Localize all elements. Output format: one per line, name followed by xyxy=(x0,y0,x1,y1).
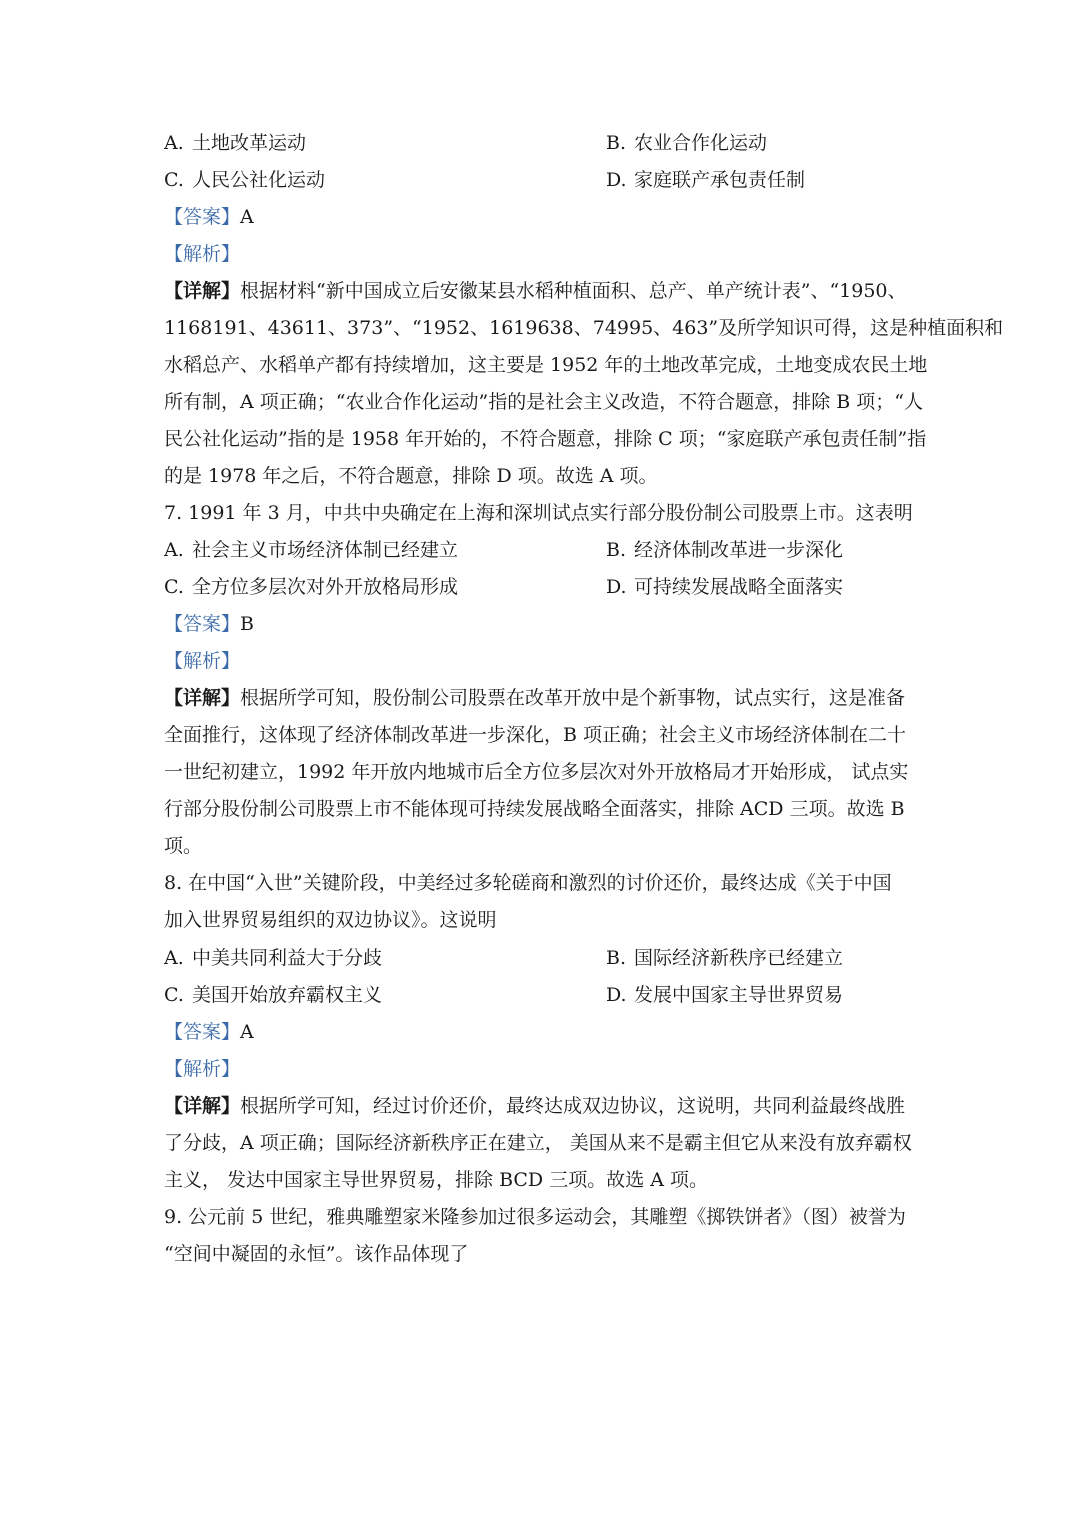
q6-option-b: B. 农业合作化运动 xyxy=(606,132,768,154)
q8-answer: 【答案】A xyxy=(164,1021,254,1043)
q7-option-b: B. 经济体制改革进一步深化 xyxy=(606,539,844,561)
q6-detail-line-3: 水稻总产、水稻单产都有持续增加，这主要是 1952 年的土地改革完成，土地变成农民土地 xyxy=(164,354,928,376)
q8-stem-line-2: 加入世界贸易组织的双边协议》。这说明 xyxy=(164,909,497,931)
q7-detail-line-1: 【详解】根据所学可知，股份制公司股票在改革开放中是个新事物，试点实行，这是准备 xyxy=(164,687,906,709)
detail-tag: 【详解】 xyxy=(164,1095,241,1117)
q8-option-c: C. 美国开始放弃霸权主义 xyxy=(164,984,383,1006)
q7-stem: 7. 1991 年 3 月，中共中央确定在上海和深圳试点实行部分股份制公司股票上市。这表明 xyxy=(164,502,913,524)
q8-option-d: D. 发展中国家主导世界贸易 xyxy=(606,984,844,1006)
q7-option-a: A. 社会主义市场经济体制已经建立 xyxy=(164,539,459,561)
q6-answer: 【答案】A xyxy=(164,206,254,228)
q7-option-c: C. 全方位多层次对外开放格局形成 xyxy=(164,576,459,598)
answer-tag: 【答案】 xyxy=(164,613,241,635)
q8-analysis-tag: 【解析】 xyxy=(164,1058,241,1080)
q9-stem-line-1: 9. 公元前 5 世纪，雅典雕塑家米隆参加过很多运动会，其雕塑《掷铁饼者》（图）被誉为 xyxy=(164,1206,906,1228)
answer-tag: 【答案】 xyxy=(164,1021,241,1043)
q8-detail-line-2: 了分歧，A 项正确；国际经济新秩序正在建立， 美国从来不是霸主但它从来没有放弃霸权 xyxy=(164,1132,912,1154)
q6-detail-line-4: 所有制，A 项正确；“农业合作化运动”指的是社会主义改造，不符合题意，排除 B 项；“人 xyxy=(164,391,923,413)
q7-answer: 【答案】B xyxy=(164,613,254,635)
q8-detail-line-3: 主义， 发达中国家主导世界贸易，排除 BCD 三项。故选 A 项。 xyxy=(164,1169,709,1191)
q6-option-c: C. 人民公社化运动 xyxy=(164,169,326,191)
detail-tag: 【详解】 xyxy=(164,687,241,709)
q7-option-d: D. 可持续发展战略全面落实 xyxy=(606,576,844,598)
q7-detail-line-5: 项。 xyxy=(164,835,203,857)
detail-tag: 【详解】 xyxy=(164,280,241,302)
q6-detail-line-6: 的是 1978 年之后，不符合题意，排除 D 项。故选 A 项。 xyxy=(164,465,658,487)
q8-option-b: B. 国际经济新秩序已经建立 xyxy=(606,947,844,969)
q9-stem-line-2: “空间中凝固的永恒”。该作品体现了 xyxy=(164,1243,469,1265)
q6-detail-line-5: 民公社化运动”指的是 1958 年开始的，不符合题意，排除 C 项；“家庭联产承包责任制”指 xyxy=(164,428,927,450)
answer-tag: 【答案】 xyxy=(164,206,241,228)
q8-stem-line-1: 8. 在中国“入世”关键阶段，中美经过多轮磋商和激烈的讨价还价，最终达成《关于中国 xyxy=(164,872,892,894)
q6-option-a: A. 土地改革运动 xyxy=(164,132,307,154)
q6-detail-line-1: 【详解】根据材料“新中国成立后安徽某县水稻种植面积、总产、单产统计表”、“1950、 xyxy=(164,280,907,302)
q7-analysis-tag: 【解析】 xyxy=(164,650,241,672)
q8-option-a: A. 中美共同利益大于分歧 xyxy=(164,947,383,969)
q8-detail-line-1: 【详解】根据所学可知，经过讨价还价，最终达成双边协议，这说明，共同利益最终战胜 xyxy=(164,1095,906,1117)
q7-detail-line-2: 全面推行，这体现了经济体制改革进一步深化，B 项正确；社会主义市场经济体制在二十 xyxy=(164,724,907,746)
q6-analysis-tag: 【解析】 xyxy=(164,243,241,265)
q6-option-d: D. 家庭联产承包责任制 xyxy=(606,169,806,191)
q7-detail-line-4: 行部分股份制公司股票上市不能体现可持续发展战略全面落实，排除 ACD 三项。故选 B xyxy=(164,798,905,820)
q7-detail-line-3: 一世纪初建立，1992 年开放内地城市后全方位多层次对外开放格局才开始形成， 试点实 xyxy=(164,761,909,783)
q6-detail-line-2: 1168191、43611、373”、“1952、1619638、74995、463”及所学知识可得，这是种植面积和 xyxy=(164,317,1004,339)
